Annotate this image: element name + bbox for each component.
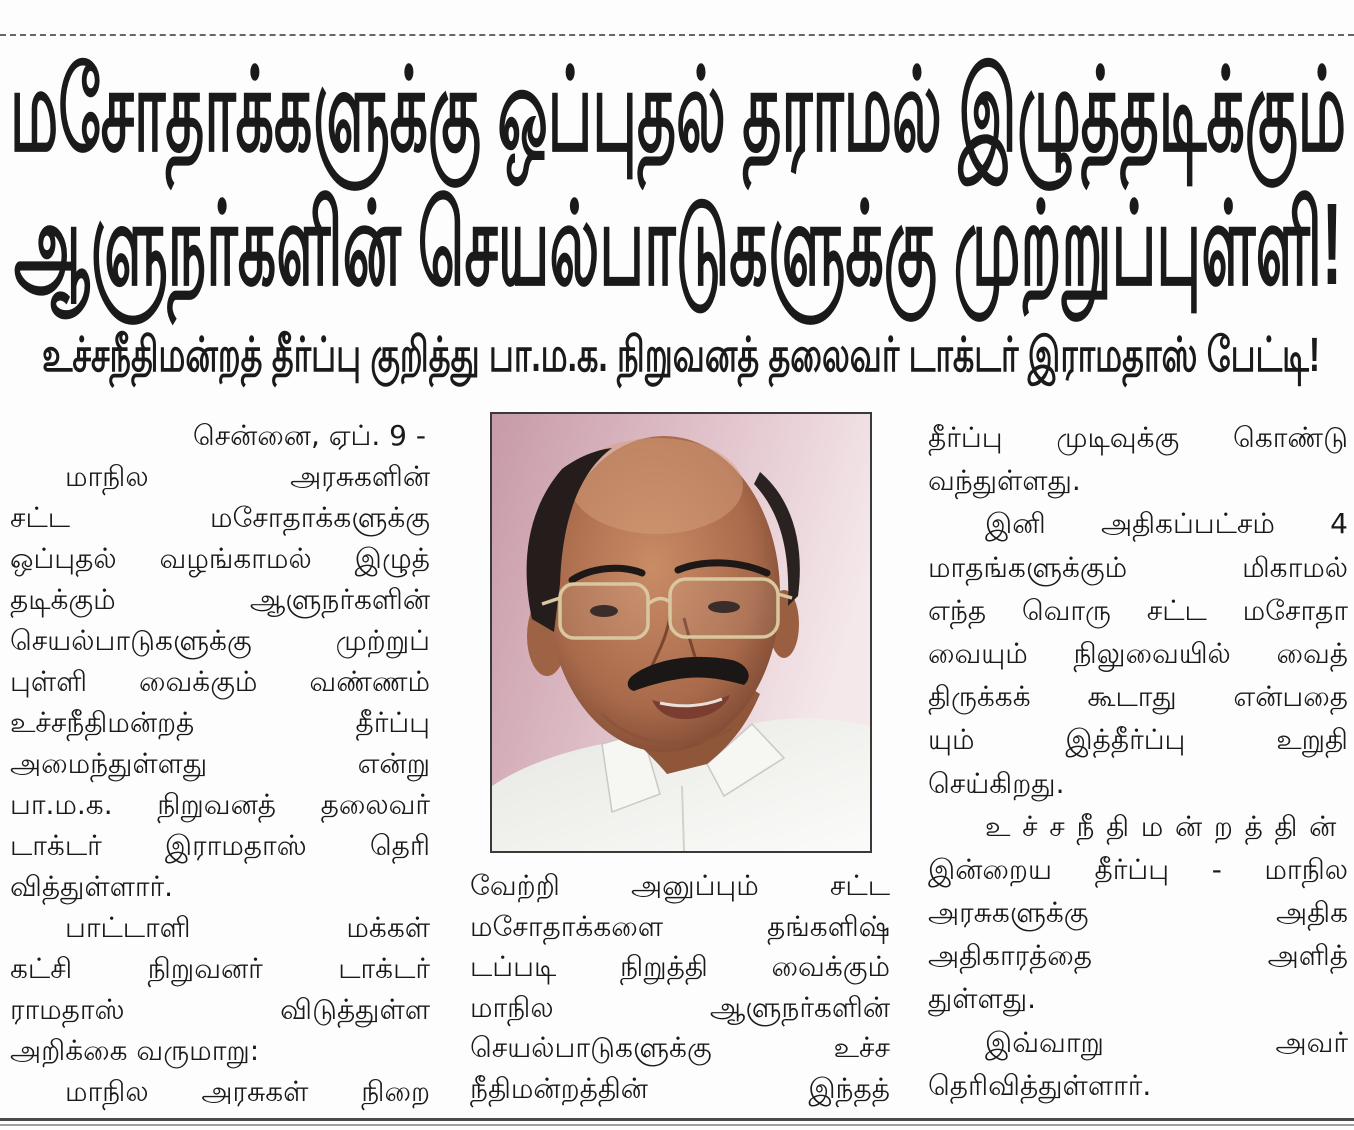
subheadline	[42, 324, 1320, 388]
article-line	[928, 589, 1348, 632]
article-line	[928, 502, 1348, 545]
article-line	[10, 497, 430, 538]
article-line	[10, 1030, 430, 1071]
article-line	[10, 784, 430, 825]
article-line-text: பாட்டாளி மக்கள்	[65, 911, 430, 944]
article-line-text: துள்ளது.	[928, 982, 1036, 1016]
article-line-text: அரசுகளுக்கு அதிக	[928, 896, 1348, 930]
article-line	[470, 947, 890, 988]
article-line	[928, 934, 1348, 977]
article-line	[470, 1028, 890, 1069]
article-line-text: பா.ம.க. நிறுவனத் தலைவர்	[10, 788, 430, 821]
article-line-text: செய்கிறது.	[928, 766, 1065, 800]
article-line-text: ஒப்புதல் வழங்காமல் இழுத்	[10, 542, 430, 575]
article-line-text: உச்சநீதிமன்றத்தின்	[985, 809, 1348, 843]
article-line	[470, 907, 890, 948]
article-line-text: மாநில அரசுகளின்	[65, 460, 430, 493]
article-line-text: தீர்ப்பு முடிவுக்கு கொண்டு	[928, 421, 1348, 454]
article-line-text: அதிகாரத்தை அளித்	[928, 939, 1348, 973]
article-line	[10, 538, 430, 579]
article-line-text: அமைந்துள்ளது என்று	[10, 747, 430, 780]
article-line	[10, 825, 430, 866]
article-line	[10, 661, 430, 702]
article-line	[10, 1071, 430, 1112]
article-line-text: மாநில ஆளுநர்களின்	[470, 990, 890, 1024]
article-line-text: செயல்பாடுகளுக்கு உச்ச	[470, 1031, 890, 1065]
article-line	[928, 632, 1348, 675]
article-line-text: மாநில அரசுகள் நிறை	[65, 1075, 430, 1108]
dashed-separator	[0, 34, 1354, 36]
article-line	[928, 459, 1348, 502]
article-line	[928, 416, 1348, 459]
article-line-text: இனி அதிகப்பட்சம் 4	[985, 507, 1348, 541]
article-line-text: அறிக்கை வருமாறு:	[10, 1034, 260, 1067]
article-line	[10, 743, 430, 784]
article-line-text: வந்துள்ளது.	[928, 464, 1081, 498]
article-line-text: சட்ட மசோதாக்களுக்கு	[10, 501, 430, 534]
headline-line-1-text: மசோதாக்களுக்கு ஒப்புதல் தராமல் இழுத்தடிக்கும்	[10, 45, 1346, 175]
article-line	[928, 805, 1348, 848]
article-line-text: உச்சநீதிமன்றத் தீர்ப்பு	[10, 706, 430, 739]
dateline-text: சென்னை, ஏப். 9 -	[192, 419, 426, 452]
article-line-text: தடிக்கும் ஆளுநர்களின்	[10, 583, 430, 616]
article-line	[470, 988, 890, 1029]
article-line	[10, 456, 430, 497]
article-line	[10, 948, 430, 989]
article-line-text: திருக்கக் கூடாது என்பதை	[928, 680, 1348, 714]
article-line-text: மசோதாக்களை தங்களிஷ்	[470, 909, 890, 943]
article-line	[928, 1064, 1348, 1107]
article-line-text: வித்துள்ளார்.	[10, 870, 174, 903]
article-line	[928, 546, 1348, 589]
article-column-middle	[470, 866, 890, 1110]
article-line-text: எந்த வொரு சட்ட மசோதா	[928, 593, 1348, 627]
article-line	[928, 1021, 1348, 1064]
headline-line-1	[10, 46, 1346, 174]
article-line	[10, 866, 430, 907]
article-line	[928, 762, 1348, 805]
article-column-left	[10, 415, 430, 1112]
article-line-text: இவ்வாறு அவர்	[985, 1025, 1348, 1059]
article-line-text: ராமதாஸ் விடுத்துள்ள	[10, 993, 430, 1026]
article-line	[10, 907, 430, 948]
article-line-text: செயல்பாடுகளுக்கு முற்றுப்	[10, 624, 430, 657]
article-line	[10, 989, 430, 1030]
article-line-text: கட்சி நிறுவனர் டாக்டர்	[10, 952, 430, 985]
article-line-text: நீதிமன்றத்தின் இந்தத்	[470, 1071, 890, 1105]
article-line	[928, 977, 1348, 1020]
article-line-text: மாதங்களுக்கும் மிகாமல்	[928, 550, 1348, 584]
portrait-photo	[492, 414, 870, 851]
headline-line-2-text: ஆளுநர்களின் செயல்பாடுகளுக்கு முற்றுப்புள்ளி!	[14, 179, 1342, 309]
article-line-text: இன்றைய தீர்ப்பு - மாநில	[928, 852, 1348, 886]
article-line-text: யும் இத்தீர்ப்பு உறுதி	[928, 723, 1348, 757]
article-line-text: தெரிவித்துள்ளார்.	[928, 1068, 1152, 1102]
article-line	[10, 620, 430, 661]
article-line-text: புள்ளி வைக்கும் வண்ணம்	[10, 665, 430, 698]
article-line-text: வையும் நிலுவையில் வைத்	[928, 636, 1348, 670]
article-line	[470, 1069, 890, 1110]
article-line	[470, 866, 890, 907]
article-line	[10, 579, 430, 620]
subheadline-text: உச்சநீதிமன்றத் தீர்ப்பு குறித்து பா.ம.க. நிறுவனத் தலைவர் டாக்டர் இராமதாஸ் பேட்டி!	[42, 329, 1320, 382]
article-column-right	[928, 416, 1348, 1107]
headline-line-2	[14, 180, 1342, 308]
article-line	[10, 702, 430, 743]
article-line	[928, 848, 1348, 891]
bottom-rule-thin	[0, 1124, 1354, 1126]
article-line	[928, 675, 1348, 718]
photo-frame	[490, 412, 872, 853]
bottom-rule	[0, 1118, 1354, 1121]
dateline	[10, 415, 430, 456]
article-line	[928, 891, 1348, 934]
article-line-text: வேற்றி அனுப்பும் சட்ட	[470, 869, 890, 902]
article-line-text: டப்படி நிறுத்தி வைக்கும்	[470, 950, 890, 984]
article-line	[928, 718, 1348, 761]
article-line-text: டாக்டர் இராமதாஸ் தெரி	[10, 829, 430, 862]
